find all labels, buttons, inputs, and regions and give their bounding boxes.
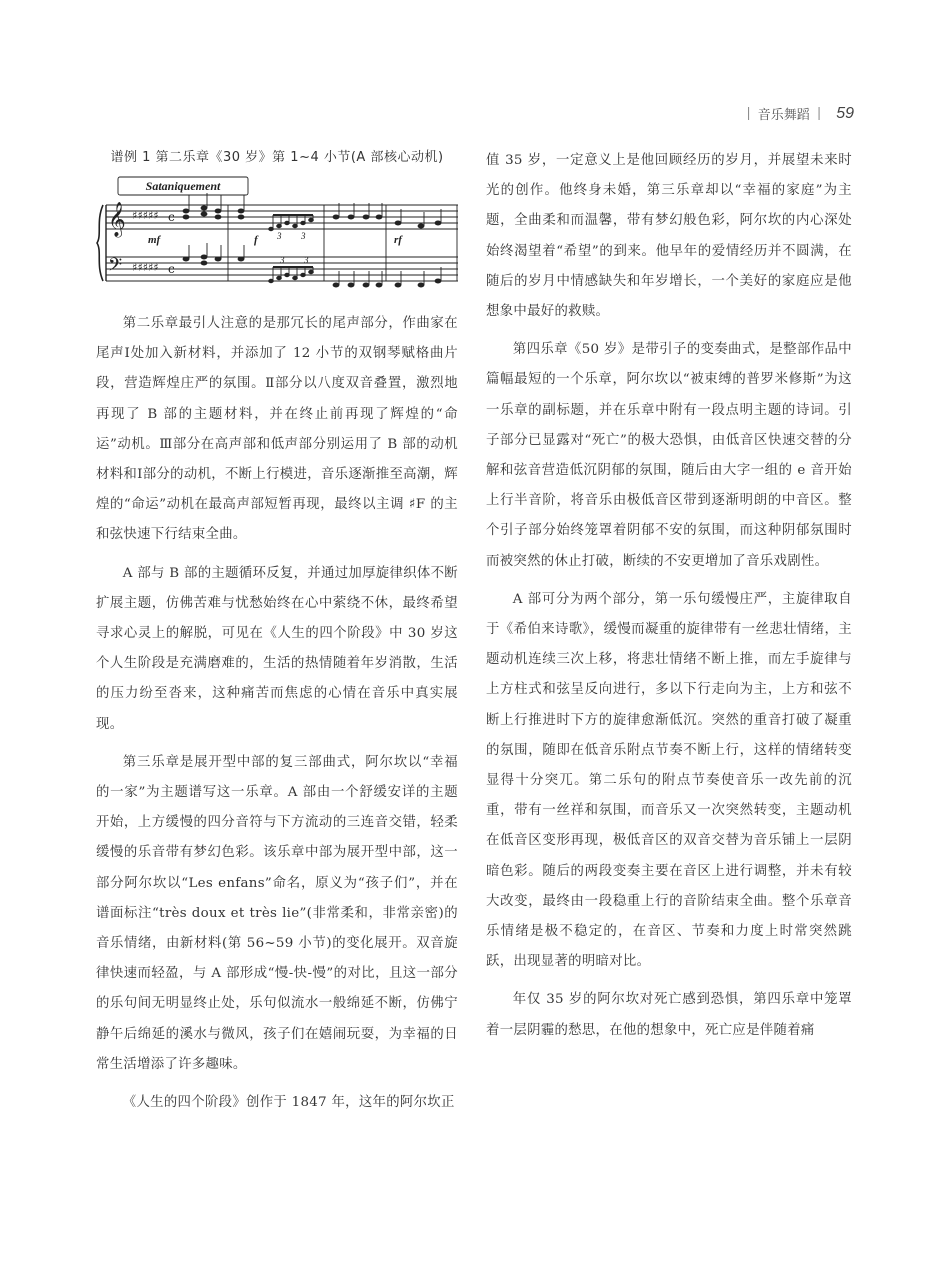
svg-text:𝄞: 𝄞 [108,202,126,237]
body-paragraph: 第三乐章是展开型中部的复三部曲式，阿尔坎以“幸福的一家”为主题谱写这一乐章。A 部由一个舒缓安详的主题开始，上方缓慢的四分音符与下方流动的三连音交错，轻柔缓慢的乐音带有梦幻色彩。该乐章中部为展开型中部，这一部分阿尔坎以“Les enfans”命名，原义为“孩子们”，并在谱面标注“très doux et très lie”(非常柔和，非常亲密)的音乐情绪，由新材料(第 56~59 小节)的变化展开。双音旋律快速而轻盈，与 A 部形成“慢-快-慢”的对比，且这一部分的乐句间无明显终止处，乐句似流水一般绵延不断，仿佛宁静午后绵延的溪水与微风，孩子们在嬉闹玩耍，为幸福的日常生活增添了许多趣味。 [96,754,458,1072]
body-paragraph: A 部可分为两个部分，第一乐句缓慢庄严，主旋律取自于《希伯来诗歌》，缓慢而凝重的旋律带有一丝悲壮情绪，主题动机连续三次上移，将悲壮情绪不断上推，而左手旋律与上方柱式和弦呈反向进行，多以下行走向为主，上方和弦不断上行推进时下方的旋律愈渐低沉。突然的重音打破了凝重的氛围，随即在低音乐附点节奏不断上行，这样的情绪转变显得十分突兀。第二乐句的附点节奏使音乐一改先前的沉重，带有一丝祥和氛围，而音乐又一次突然转变，主题动机在低音区变形再现，极低音区的双音交替为音乐铺上一层阴暗色彩。随后的两段变奏主要在音区上进行调整，并未有较大改变，最终由一段稳重上行的音阶结束全曲。整个乐章音乐情绪是极不稳定的，在音区、节奏和力度上时常突然跳跃，出现显著的明暗对比。 [486,591,852,970]
svg-text:𝄢: 𝄢 [108,255,123,280]
journal-name: 音乐舞蹈 [757,108,810,123]
dynamic-f: f [254,234,258,246]
svg-text:c: c [168,210,175,224]
dynamic-rf: rf [394,234,402,246]
tuplet-mark: 3 [301,231,306,241]
left-column [96,146,458,1118]
tuplet-mark: 3 [304,255,309,265]
figure-caption: 谱例 1 第二乐章《30 岁》第 1~4 小节(A 部核心动机) [110,150,444,165]
header-divider: | [816,106,822,121]
body-paragraph-continued: 值 35 岁，一定意义上是他回顾经历的岁月，并展望未来时光的创作。他终身未婚，第三乐章却以“幸福的家庭”为主题，全曲柔和而温馨，带有梦幻般色彩，阿尔坎的内心深处始终渴望着“希望”的到来。他早年的爱情经历并不圆满，在随后的岁月中情感缺失和年岁增长，一个美好的家庭应是他想象中最好的救赎。 [486,153,852,320]
svg-text:♯♯♯♯♯: ♯♯♯♯♯ [132,261,159,274]
body-paragraph: A 部与 B 部的主题循环反复，并通过加厚旋律织体不断扩展主题，仿佛苦难与忧愁始终在心中萦绕不休，最终希望寻求心灵上的解脱，可见在《人生的四个阶段》中 30 岁这个人生阶段是充满磨难的，生活的热情随着年岁消散，生活的压力纷至沓来，这种痛苦而焦虑的心情在音乐中真实展现。 [96,565,458,732]
svg-text:c: c [168,262,175,276]
body-paragraph: 年仅 35 岁的阿尔坎对死亡感到恐惧，第四乐章中笼罩着一层阴霾的愁思，在他的想象中，死亡应是伴随着痛 [486,992,852,1038]
body-paragraph: 第四乐章《50 岁》是带引子的变奏曲式，是整部作品中篇幅最短的一个乐章，阿尔坎以“被束缚的普罗米修斯”为这一乐章的副标题，并在乐章中附有一段点明主题的诗词。引子部分已显露对“死亡”的极大恐惧，由低音区快速交替的分解和弦音营造低沉阴郁的氛围，随后由大字一组的 e 音开始上行半音阶，将音乐由极低音区带到逐渐明朗的中音区。整个引子部分始终笼罩着阴郁不安的氛围，而这种阴郁氛围时而被突然的休止打破，断续的不安更增加了音乐戏剧性。 [486,342,852,569]
music-score-figure [96,173,458,295]
tuplet-mark: 3 [277,231,282,241]
svg-text:♯♯♯♯♯: ♯♯♯♯♯ [132,209,159,222]
tempo-marking: Sataniquement [145,179,221,193]
running-header [739,104,854,123]
header-divider: | [746,106,751,121]
right-column [486,146,852,1046]
tuplet-mark: 3 [280,255,285,265]
page-number: 59 [836,104,854,122]
body-paragraph: 《人生的四个阶段》创作于 1847 年，这年的阿尔坎正 [122,1095,455,1111]
body-paragraph: 第二乐章最引人注意的是那冗长的尾声部分，作曲家在尾声Ⅰ处加入新材料，并添加了 12 小节的双钢琴赋格曲片段，营造辉煌庄严的氛围。Ⅱ部分以八度双音叠置，激烈地再现了 B 部的主题材料，并在终止前再现了辉煌的“命运”动机。Ⅲ部分在高声部和低声部分别运用了 B 部的动机材料和Ⅰ部分的动机，不断上行模进，音乐逐渐推至高潮，辉煌的“命运”动机在最高声部短暂再现，最终以主调 ♯F 的主和弦快速下行结束全曲。 [96,316,458,543]
dynamic-mf: mf [148,234,161,246]
